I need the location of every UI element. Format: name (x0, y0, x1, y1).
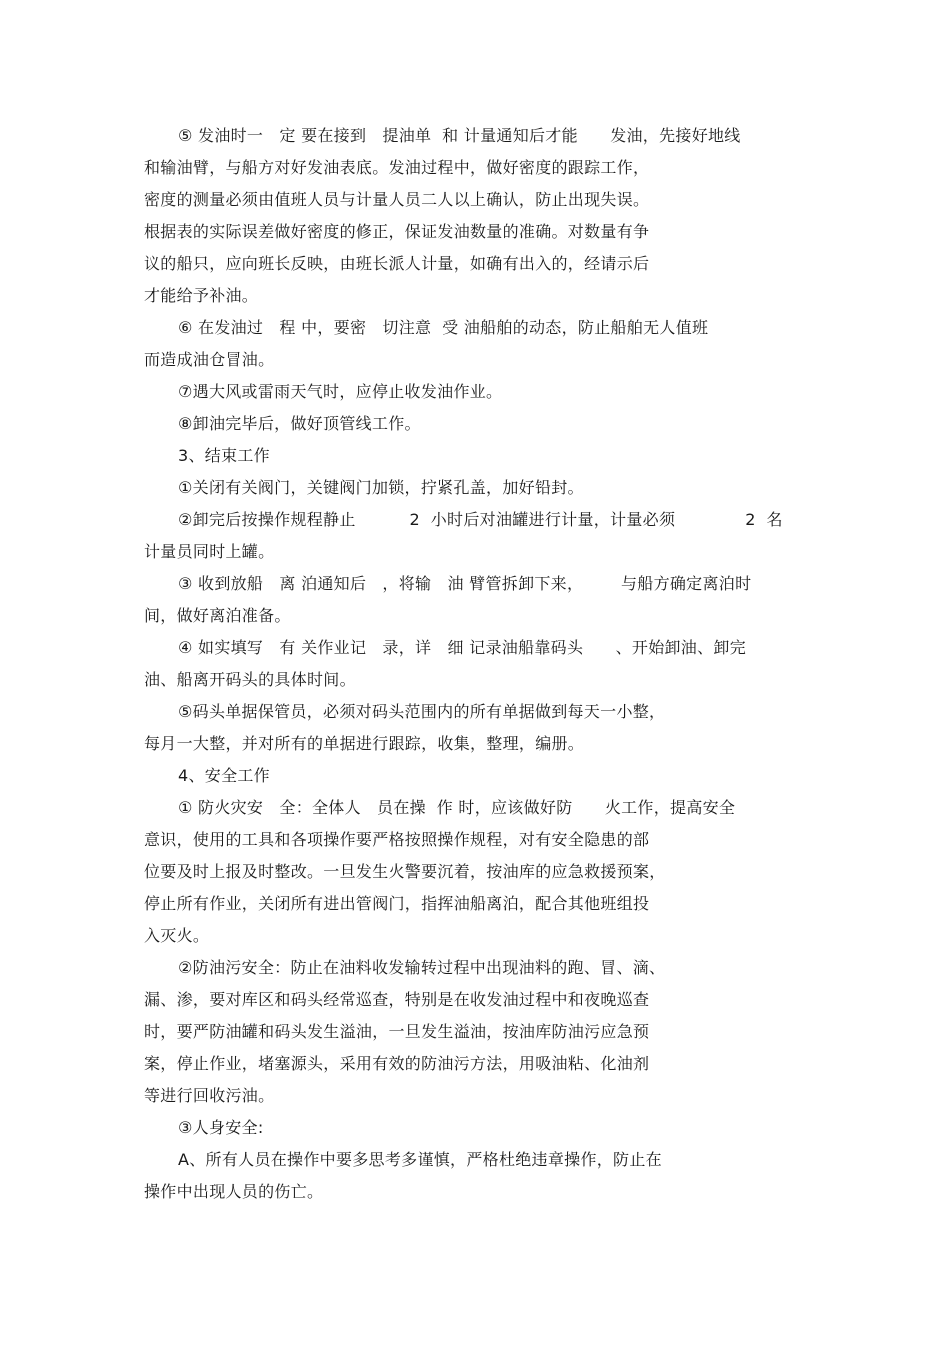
text-line: 间，做好离泊准备。 (144, 606, 291, 625)
text-line: 密度的测量必须由值班人员与计量人员二人以上确认，防止出现失误。 (144, 190, 650, 209)
text-line: 案，停止作业，堵塞源头，采用有效的防油污方法，用吸油粘、化油剂 (144, 1054, 650, 1073)
text-line: 根据表的实际误差做好密度的修正，保证发油数量的准确。对数量有争 (144, 222, 650, 241)
text-line: 意识，使用的工具和各项操作要严格按照操作规程，对有安全隐患的部 (144, 830, 650, 849)
text-line: 操作中出现人员的伤亡。 (144, 1182, 324, 1201)
text-line: ②防油污安全：防止在油料收发输转过程中出现油料的跑、冒、滴、 (178, 958, 666, 977)
text-line: 油、船离开码头的具体时间。 (144, 670, 356, 689)
text-line: A、所有人员在操作中要多思考多谨慎，严格杜绝违章操作，防止在 (178, 1150, 662, 1169)
section-heading: 4、安全工作 (178, 766, 270, 785)
text-line: ③ 收到放船 离 泊通知后 ，将输 油 臂管拆卸下来， 与船方确定离泊时 (178, 574, 752, 593)
text-line: 才能给予补油。 (144, 286, 259, 305)
text-line: ⑤码头单据保管员，必须对码头范围内的所有单据做到每天一小整， (178, 702, 666, 721)
text-line: 议的船只，应向班长反映，由班长派人计量，如确有出入的，经请示后 (144, 254, 650, 273)
text-line: ⑥ 在发油过 程 中，要密 切注意 受 油船舶的动态，防止船舶无人值班 (178, 318, 709, 337)
text-line: 漏、渗，要对库区和码头经常巡查，特别是在收发油过程中和夜晚巡查 (144, 990, 650, 1009)
text-line: 和输油臂，与船方对好发油表底。发油过程中，做好密度的跟踪工作， (144, 158, 650, 177)
text-line: ①关闭有关阀门，关键阀门加锁，拧紧孔盖，加好铅封。 (178, 478, 584, 497)
text-line: ⑦遇大风或雷雨天气时，应停止收发油作业。 (178, 382, 503, 401)
text-line: 停止所有作业，关闭所有进出管阀门，指挥油船离泊，配合其他班组投 (144, 894, 650, 913)
text-line: ⑧卸油完毕后，做好顶管线工作。 (178, 414, 421, 433)
text-line: 而造成油仓冒油。 (144, 350, 275, 369)
text-line: ②卸完后按操作规程静止 2 小时后对油罐进行计量，计量必须 2 名 (178, 510, 783, 529)
text-line: 计量员同时上罐。 (144, 542, 275, 561)
section-heading: 3、结束工作 (178, 446, 270, 465)
text-line: 位要及时上报及时整改。一旦发生火警要沉着，按油库的应急救援预案， (144, 862, 666, 881)
text-line: ① 防火灾安 全：全体人 员在操 作 时，应该做好防 火工作，提高安全 (178, 798, 736, 817)
text-line: ③人身安全: (178, 1118, 264, 1137)
text-line: 等进行回收污油。 (144, 1086, 275, 1105)
text-line: 每月一大整，并对所有的单据进行跟踪，收集，整理，编册。 (144, 734, 585, 753)
text-line: 入灭火。 (144, 926, 210, 945)
text-line: 时，要严防油罐和码头发生溢油，一旦发生溢油，按油库防油污应急预 (144, 1022, 650, 1041)
text-line: ④ 如实填写 有 关作业记 录，详 细 记录油船靠码头 、开始卸油、卸完 (178, 638, 746, 657)
text-line: ⑤ 发油时一 定 要在接到 提油单 和 计量通知后才能 发油，先接好地线 (178, 126, 741, 145)
